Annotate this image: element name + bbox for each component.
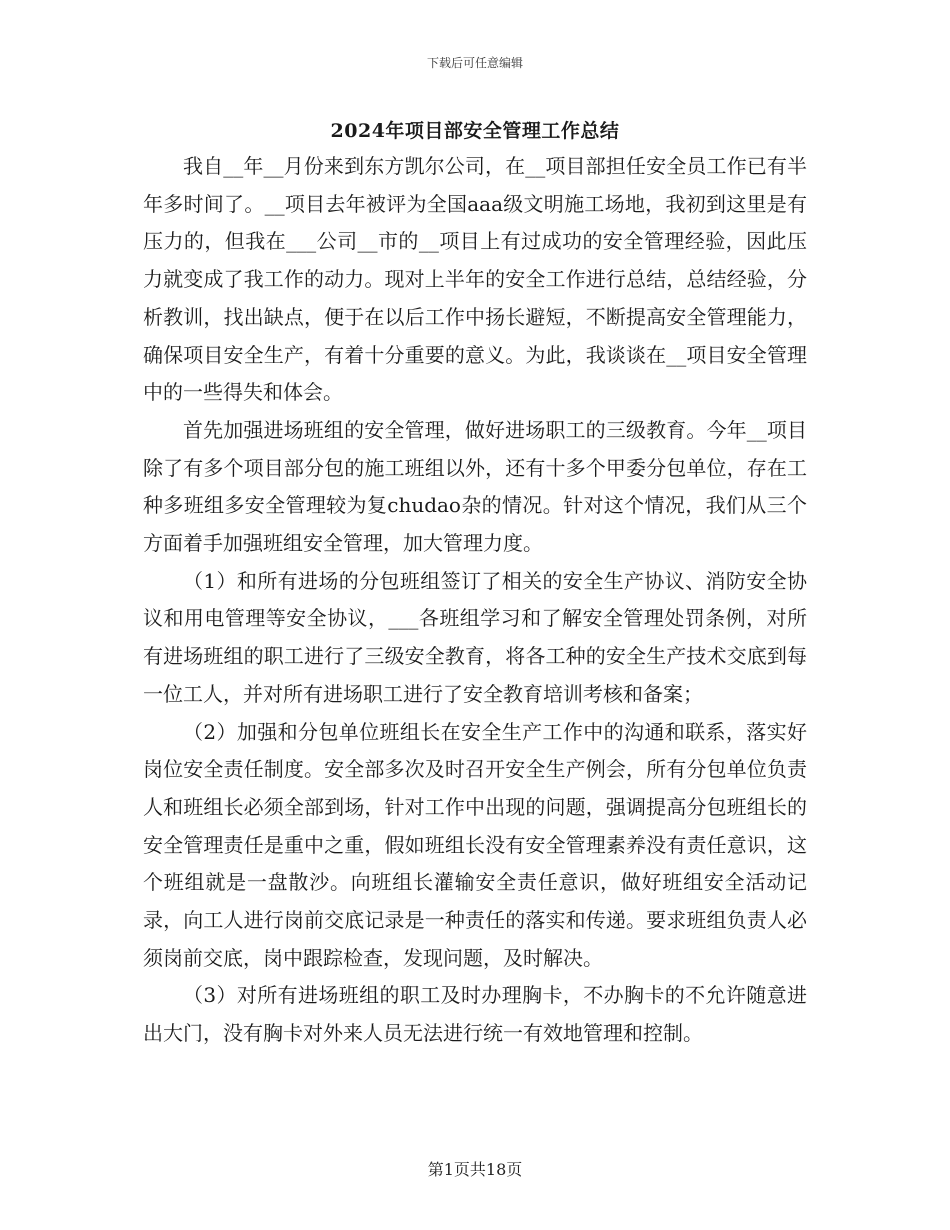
page-header-note: 下载后可任意编辑 xyxy=(426,56,523,70)
paragraph-team-management: 首先加强进场班组的安全管理，做好进场职工的三级教育。今年__项目除了有多个项目部分包的施工班组以外，还有十多个甲委分包单位，存在工种多班组多安全管理较为复chudao杂的情况。针对这个情况，我们从三个方面着手加强班组安全管理，加大管理力度。 xyxy=(143,417,807,556)
page-number: 第1页共18页 xyxy=(427,1160,523,1179)
paragraph-intro: 我自__年__月份来到东方凯尔公司，在__项目部担任安全员工作已有半年多时间了。__项目去年被评为全国aaa级文明施工场地，我初到这里是有压力的，但我在___公司__市的__项目上有过成功的安全管理经验，因此压力就变成了我工作的动力。现对上半年的安全工作进行总结，总结经验，分析教训，找出缺点，便于在以后工作中扬长避短，不断提高安全管理能力，确保项目安全生产，有着十分重要的意义。为此，我谈谈在__项目安全管理中的一些得失和体会。 xyxy=(143,154,807,405)
paragraph-item-2: （2）加强和分包单位班组长在安全生产工作中的沟通和联系，落实好岗位安全责任制度。安全部多次及时召开安全生产例会，所有分包单位负责人和班组长必须全部到场，针对工作中出现的问题，强调提高分包班组长的安全管理责任是重中之重，假如班组长没有安全管理素养没有责任意识，这个班组就是一盘散沙。向班组长灌输安全责任意识，做好班组安全活动记录，向工人进行岗前交底记录是一种责任的落实和传递。要求班组负责人必须岗前交底，岗中跟踪检查，发现问题，及时解决。 xyxy=(143,719,807,970)
paragraph-item-3: （3）对所有进场班组的职工及时办理胸卡，不办胸卡的不允许随意进出大门，没有胸卡对外来人员无法进行统一有效地管理和控制。 xyxy=(143,983,807,1046)
paragraph-item-1: （1）和所有进场的分包班组签订了相关的安全生产协议、消防安全协议和用电管理等安全协议，___各班组学习和了解安全管理处罚条例，对所有进场班组的职工进行了三级安全教育，将各工种的安全生产技术交底到每一位工人，并对所有进场职工进行了安全教育培训考核和备案； xyxy=(143,568,807,706)
document-body xyxy=(143,148,807,1053)
document-title: 2024年项目部安全管理工作总结 xyxy=(330,120,620,142)
